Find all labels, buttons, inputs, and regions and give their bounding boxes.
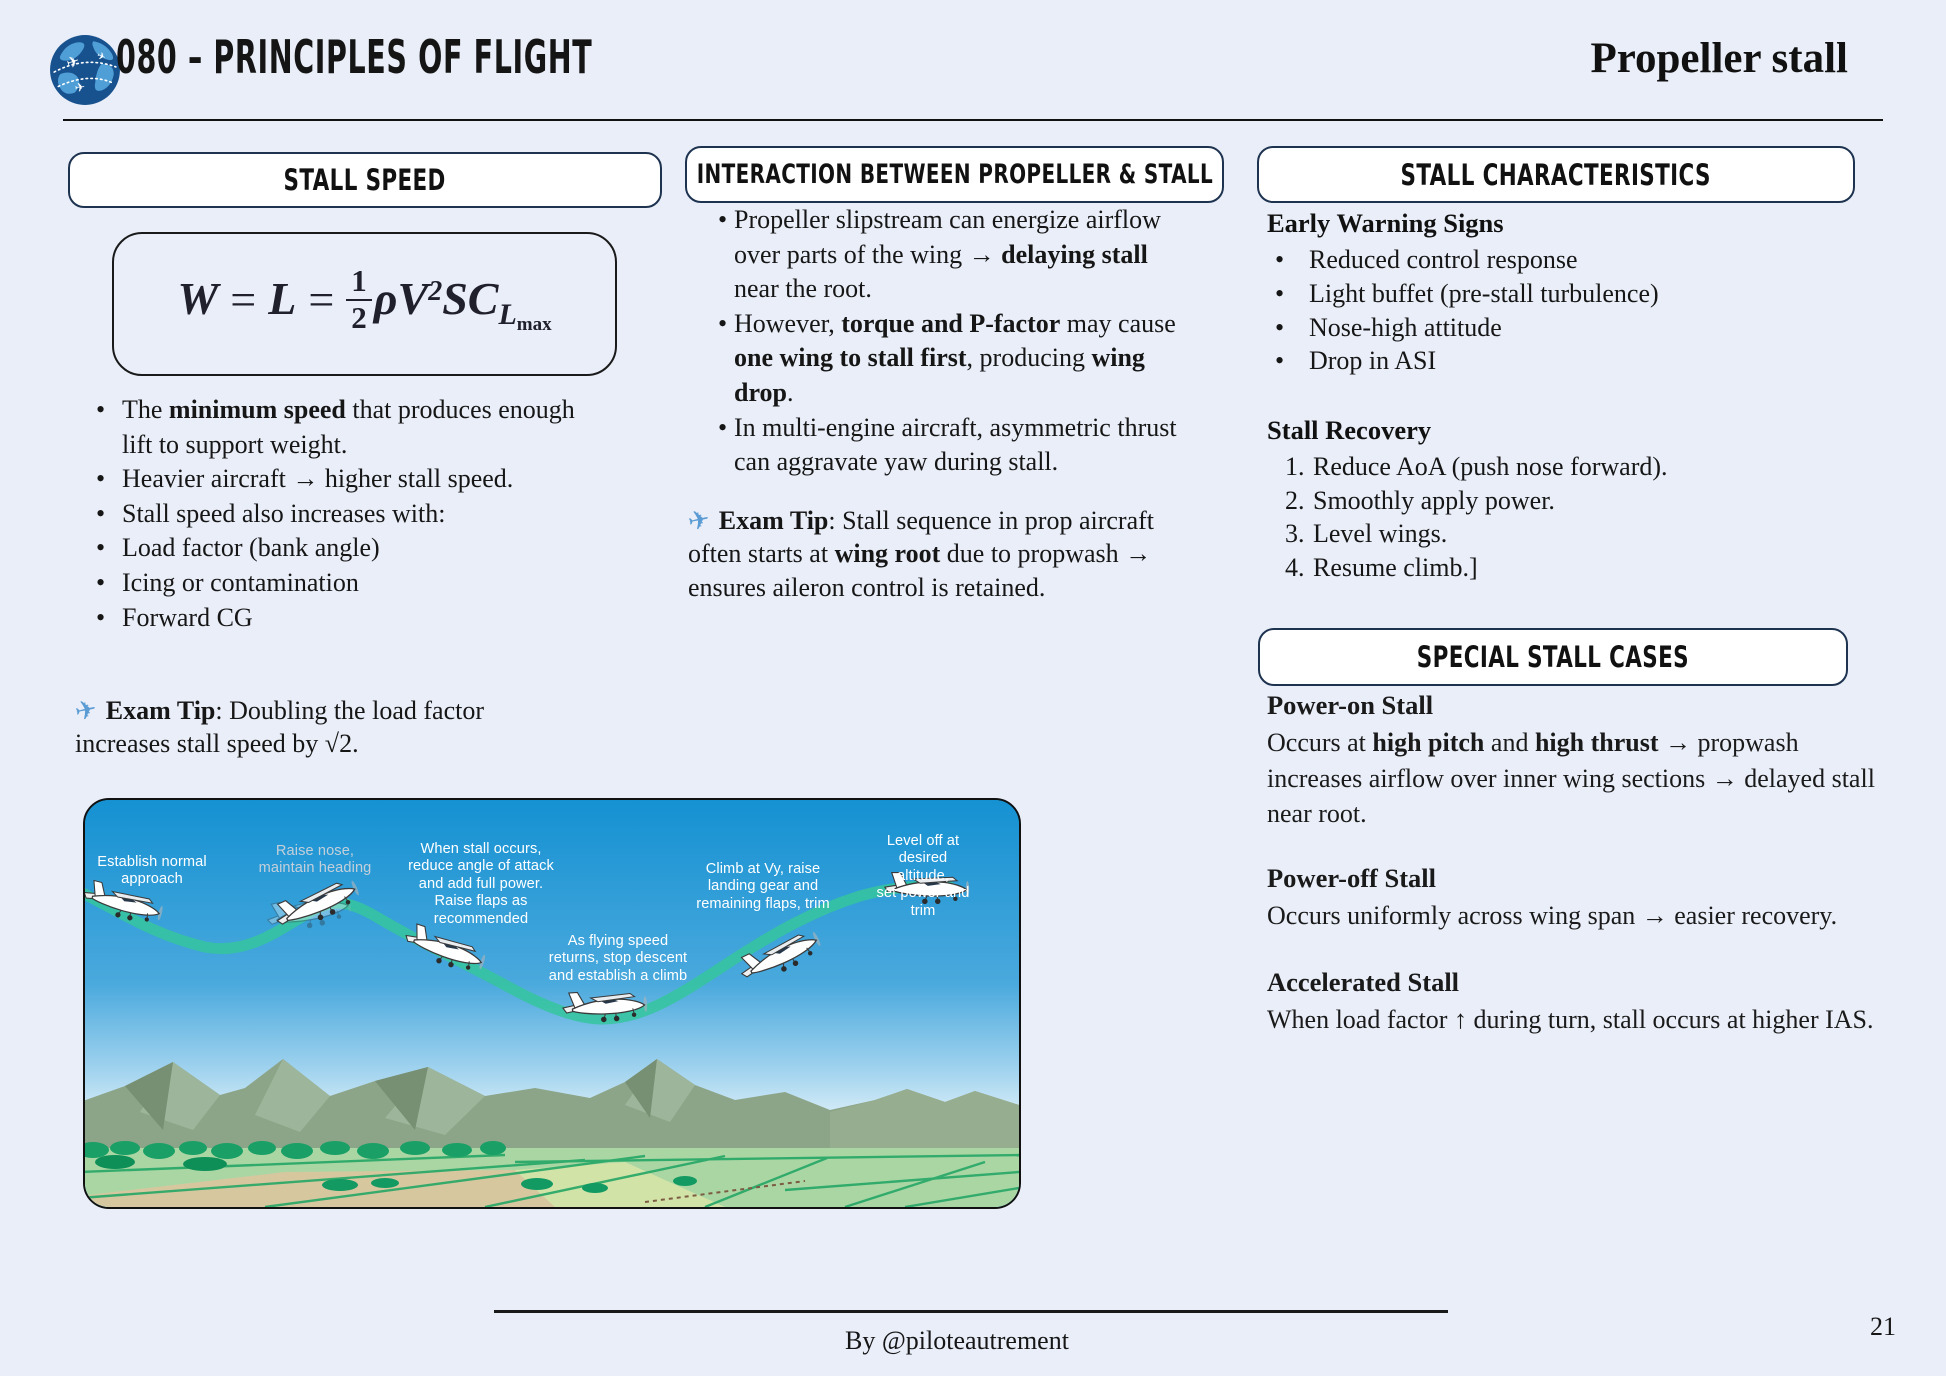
section-title: STALL SPEED: [283, 163, 447, 197]
interaction-bullets: [710, 203, 1188, 480]
bullet-item: • Drop in ASI: [1267, 344, 1883, 378]
course-title: 080 – PRINCIPLES OF FLIGHT: [116, 30, 593, 84]
bullet-item: • Icing or contamination: [88, 566, 600, 601]
footer-credit: By @piloteautrement: [845, 1326, 1069, 1355]
globe-with-airplanes-icon: [48, 33, 122, 107]
stall-formula-box: [112, 232, 617, 376]
section-header-special-cases: [1258, 628, 1848, 686]
section-header-interaction: [685, 146, 1224, 203]
exam-tip-text: Exam Tip: Stall sequence in prop aircraft often starts at wing root due to propwash → ensures aileron control is retained.: [688, 506, 1154, 602]
stall-speed-bullets: [88, 393, 600, 635]
svg-text:✈: ✈: [94, 49, 108, 64]
case-heading-power-off: Power-off Stall: [1267, 863, 1437, 893]
step-item: Reduce AoA (push nose forward).: [1313, 452, 1668, 481]
step-item: Level wings.: [1313, 519, 1448, 549]
bullet-item: • Stall speed also increases with:: [88, 497, 600, 532]
step-item: Resume climb.]: [1313, 552, 1478, 582]
bullet-item: • Reduced control response: [1267, 243, 1883, 277]
bullet-item: • Heavier aircraft → higher stall speed.: [88, 462, 600, 497]
case-body-power-on: Occurs at high pitch and high thrust → propwash increases airflow over inner wing sections → delayed stall near root.: [1267, 728, 1875, 829]
footer-divider: [494, 1310, 1448, 1313]
diagram-label-level-off: Level off at desired altitude, set power and trim: [876, 833, 970, 919]
bullet-item: • Nose-high attitude: [1267, 311, 1883, 345]
section-title: STALL CHARACTERISTICS: [1400, 157, 1712, 192]
case-body-power-off: Occurs uniformly across wing span → easier recovery.: [1267, 901, 1838, 930]
diagram-label-stop-descent: As flying speed returns, stop descent and establish a climb: [548, 933, 688, 984]
bullet-item: • However, torque and P-factor may cause one wing to stall first, producing wing drop.: [710, 307, 1188, 411]
exam-tip-text: Exam Tip: Doubling the load factor increases stall speed by √2.: [75, 696, 484, 759]
diagram-label-stall-occurs: When stall occurs, reduce angle of attack and add full power. Raise flaps as recommended: [408, 841, 554, 927]
section-header-characteristics: [1257, 146, 1855, 203]
case-body-accelerated: When load factor ↑ during turn, stall occurs at higher IAS.: [1267, 1005, 1874, 1034]
section-title: SPECIAL STALL CASES: [1416, 640, 1690, 674]
svg-text:✈: ✈: [73, 79, 87, 96]
bullet-item: • Propeller slipstream can energize airflow over parts of the wing → delaying stall near the root.: [710, 203, 1188, 307]
airplane-emoji-icon: ✈: [685, 504, 713, 537]
section-header-stall-speed: [68, 152, 662, 208]
bullet-item: • In multi-engine aircraft, asymmetric thrust can aggravate yaw during stall.: [710, 411, 1188, 480]
case-heading-power-on: Power-on Stall: [1267, 690, 1434, 720]
header-divider: [63, 119, 1883, 121]
bullet-item: • Load factor (bank angle): [88, 531, 600, 566]
stall-recovery-diagram: [83, 798, 1021, 1209]
section-title: INTERACTION BETWEEN PROPELLER & STALL: [696, 159, 1213, 190]
warning-signs-list: [1267, 243, 1883, 378]
stall-recovery-heading: Stall Recovery: [1267, 415, 1432, 445]
page-number: 21: [1870, 1312, 1896, 1341]
diagram-label-climb: Climb at Vy, raise landing gear and remaining flaps, trim: [696, 861, 830, 912]
bullet-item: • Forward CG: [88, 601, 600, 636]
step-item: Smoothly apply power.: [1313, 485, 1555, 515]
page-topic: Propeller stall: [1590, 35, 1848, 82]
bullet-item: • Light buffet (pre-stall turbulence): [1267, 277, 1883, 311]
stall-recovery-steps: [1267, 450, 1883, 584]
svg-text:✈: ✈: [64, 51, 82, 73]
exam-tip-stall-speed: [72, 694, 570, 761]
airplane-emoji-icon: ✈: [72, 694, 100, 727]
stall-speed-formula: W = L = $\frac{1}{2}$ $\rho V^2SC_{Lmax}$: [177, 263, 552, 336]
diagram-label-raise-nose: Raise nose, maintain heading: [258, 843, 372, 877]
exam-tip-interaction: [685, 504, 1193, 604]
bullet-item: • The minimum speed that produces enough lift to support weight.: [88, 393, 600, 462]
warning-signs-heading: Early Warning Signs: [1267, 208, 1504, 238]
case-heading-accelerated: Accelerated Stall: [1267, 967, 1460, 997]
diagram-label-approach: Establish normal approach: [97, 854, 207, 888]
